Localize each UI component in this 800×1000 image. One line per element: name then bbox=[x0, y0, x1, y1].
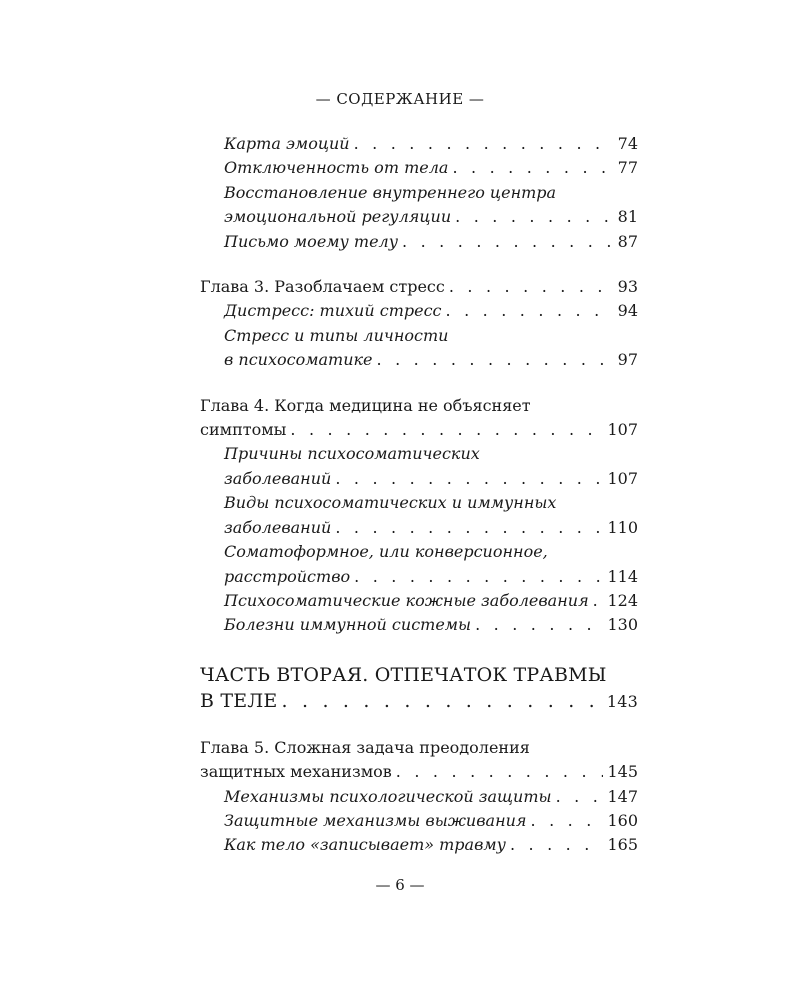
toc-entry-title: Дистресс: тихий стресс bbox=[224, 301, 442, 321]
toc-entry-page: 114 bbox=[607, 566, 638, 586]
toc-entry-page: 110 bbox=[607, 517, 638, 537]
toc-entry-page: 81 bbox=[617, 207, 638, 227]
toc-entry-page: 130 bbox=[607, 615, 638, 635]
toc-entry-title: Письмо моему телу bbox=[224, 231, 399, 251]
toc-chapter[interactable] bbox=[200, 736, 638, 785]
toc-entry[interactable] bbox=[224, 442, 638, 491]
toc-entry-title: Отключенность от тела bbox=[224, 158, 449, 178]
table-of-contents bbox=[200, 132, 638, 858]
toc-entry-page: 165 bbox=[607, 835, 638, 855]
toc-chapter-title-line1: Глава 5. Сложная задача преодоления bbox=[200, 737, 530, 757]
toc-entry-page: 145 bbox=[607, 762, 638, 782]
toc-entry-title-line2: эмоциональной регуляции bbox=[224, 207, 452, 227]
toc-entry[interactable] bbox=[224, 491, 638, 540]
toc-entry-title-line1: Восстановление внутреннего центра bbox=[224, 182, 557, 202]
dot-leader bbox=[455, 205, 614, 229]
section-gap bbox=[200, 254, 638, 275]
toc-entry[interactable] bbox=[224, 132, 638, 156]
dot-leader bbox=[396, 760, 604, 784]
toc-entry-title: Как тело «записывает» травму bbox=[224, 835, 506, 855]
toc-entry[interactable] bbox=[224, 181, 638, 230]
dot-leader bbox=[446, 299, 614, 323]
toc-entry-title-line1: Стресс и типы личности bbox=[224, 325, 449, 345]
toc-entry-title-line1: Причины психосоматических bbox=[224, 444, 480, 464]
dot-leader bbox=[290, 418, 603, 442]
dot-leader bbox=[335, 516, 603, 540]
toc-entry-title-line2: заболеваний bbox=[224, 517, 332, 537]
dot-leader bbox=[354, 565, 603, 589]
toc-entry-title: Карта эмоций bbox=[224, 134, 350, 153]
dot-leader bbox=[452, 156, 613, 180]
toc-entry-title: Психосоматические кожные заболевания bbox=[224, 590, 589, 610]
dot-leader bbox=[531, 809, 604, 833]
toc-entry-page: 97 bbox=[617, 350, 638, 370]
toc-entry-title-line2: заболеваний bbox=[224, 468, 332, 488]
section-gap bbox=[200, 715, 638, 736]
toc-entry-page: 77 bbox=[617, 158, 638, 178]
toc-entry[interactable] bbox=[224, 540, 638, 589]
toc-entry-title-line1: Виды психосоматических и иммунных bbox=[224, 493, 557, 513]
dot-leader bbox=[377, 348, 614, 372]
toc-chapter-title-line2: симптомы bbox=[200, 420, 287, 440]
toc-entry[interactable] bbox=[224, 785, 638, 809]
toc-entry-page: 124 bbox=[607, 590, 638, 610]
toc-entry-title-line2: расстройство bbox=[224, 566, 351, 586]
toc-entry[interactable] bbox=[224, 324, 638, 373]
toc-chapter[interactable] bbox=[200, 394, 638, 443]
toc-part-title-line1: ЧАСТЬ ВТОРАЯ. ОТПЕЧАТОК ТРАВМЫ bbox=[200, 663, 607, 686]
toc-entry-page: 107 bbox=[607, 468, 638, 488]
toc-entry-title-line2: в психосоматике bbox=[224, 350, 373, 370]
toc-entry-page: 143 bbox=[606, 691, 638, 711]
dot-leader bbox=[593, 589, 604, 613]
toc-chapter-title: Глава 3. Разоблачаем стресс bbox=[200, 277, 445, 297]
dot-leader bbox=[556, 785, 604, 809]
toc-entry-page: 160 bbox=[607, 810, 638, 830]
toc-part-title-line2: В ТЕЛЕ bbox=[200, 689, 278, 712]
toc-entry[interactable] bbox=[224, 613, 638, 637]
toc-entry[interactable] bbox=[224, 833, 638, 857]
toc-entry-page: 147 bbox=[607, 786, 638, 806]
toc-entry[interactable] bbox=[224, 809, 638, 833]
toc-entry[interactable] bbox=[224, 156, 638, 180]
toc-entry-title: Болезни иммунной системы bbox=[224, 615, 472, 635]
dot-leader bbox=[510, 833, 604, 857]
dot-leader bbox=[449, 275, 614, 299]
toc-entry-page: 74 bbox=[617, 134, 638, 153]
section-gap bbox=[200, 638, 638, 662]
toc-entry-page: 87 bbox=[617, 231, 638, 251]
toc-chapter-title-line1: Глава 4. Когда медицина не объясняет bbox=[200, 395, 531, 415]
toc-chapter[interactable] bbox=[200, 275, 638, 299]
dot-leader bbox=[402, 230, 614, 254]
toc-chapter-title-line2: защитных механизмов bbox=[200, 762, 392, 782]
toc-entry[interactable] bbox=[224, 299, 638, 323]
toc-entry-title: Механизмы психологической защиты bbox=[224, 786, 552, 806]
dot-leader bbox=[281, 688, 602, 714]
toc-part[interactable] bbox=[200, 662, 638, 715]
dot-leader bbox=[335, 467, 603, 491]
toc-entry-page: 94 bbox=[617, 301, 638, 321]
toc-entry-page: 93 bbox=[617, 277, 638, 297]
toc-entry-title-line1: Соматоформное, или конверсионное, bbox=[224, 542, 548, 562]
running-header: — СОДЕРЖАНИЕ — bbox=[315, 90, 485, 108]
page-number: — 6 — bbox=[375, 876, 425, 894]
dot-leader bbox=[475, 613, 603, 637]
dot-leader bbox=[354, 132, 614, 156]
toc-entry-page: 107 bbox=[607, 420, 638, 440]
toc-entry-title: Защитные механизмы выживания bbox=[224, 810, 527, 830]
section-gap bbox=[200, 373, 638, 394]
toc-entry[interactable] bbox=[224, 589, 638, 613]
toc-entry[interactable] bbox=[224, 230, 638, 254]
